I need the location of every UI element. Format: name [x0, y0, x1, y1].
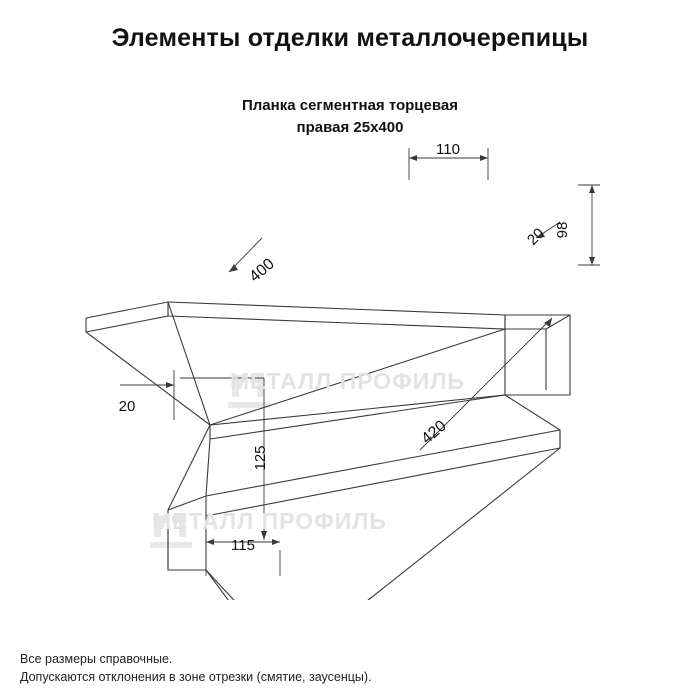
dim-115: 115	[231, 537, 255, 554]
dim-400: 400	[246, 255, 278, 286]
watermark-text-upper: МЕТАЛЛ ПРОФИЛЬ	[230, 368, 465, 394]
technical-drawing	[0, 130, 700, 600]
dim-110: 110	[436, 141, 460, 158]
dim-20-left: 20	[118, 398, 136, 415]
dimension-labels	[119, 141, 571, 554]
watermark-text-lower: МЕТАЛЛ ПРОФИЛЬ	[152, 508, 387, 534]
dim-20-right: 20	[523, 224, 548, 249]
footer-note-2: Допускаются отклонения в зоне отрезки (смятие, заусенцы).	[20, 670, 372, 684]
footer-note-1: Все размеры справочные.	[20, 652, 173, 666]
page-title: Элементы отделки металлочерепицы	[111, 24, 589, 52]
subtitle-line-2: правая 25х400	[296, 119, 404, 136]
dim-125: 125	[252, 445, 269, 471]
part-outline	[86, 302, 570, 600]
dim-420: 420	[418, 417, 450, 448]
footer-notes	[20, 650, 372, 686]
dim-98: 98	[554, 221, 571, 239]
subtitle-line-1: Планка сегментная торцевая	[242, 97, 458, 114]
